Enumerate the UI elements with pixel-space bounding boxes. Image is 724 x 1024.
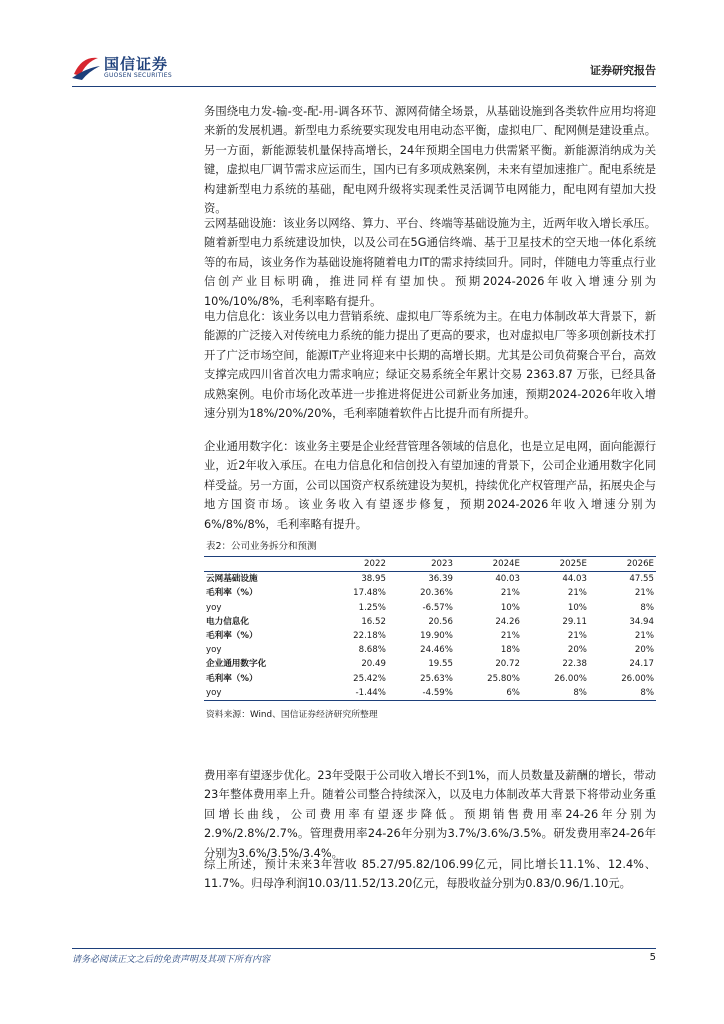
table-cell: 10% xyxy=(567,602,587,613)
table-header-cell: 2026E xyxy=(626,559,654,569)
table-cell: 24.26 xyxy=(495,616,520,627)
table-header-cell: 2024E xyxy=(492,559,520,569)
table-row xyxy=(204,629,656,643)
table-cell: 8% xyxy=(640,602,654,613)
table-cell: 20.72 xyxy=(495,659,520,670)
logo-text-en: GUOSEN SECURITIES xyxy=(104,72,173,79)
table-row xyxy=(204,572,656,587)
table-cell: 8.68% xyxy=(358,645,386,656)
table-cell: -1.44% xyxy=(355,687,386,698)
table-row-label: yoy xyxy=(206,602,222,613)
table-body xyxy=(204,572,656,700)
table-header-cell: 2025E xyxy=(559,559,587,569)
table-cell: 25.80% xyxy=(487,673,520,684)
table-cell: 20.56 xyxy=(428,616,453,627)
table-cell: 24.17 xyxy=(629,659,654,670)
table-cell: 20.49 xyxy=(361,659,386,670)
paragraph-intro: 务围绕电力发-输-变-配-用-调各环节、源网荷储全场景，从基础设施到各类软件应用均将迎来新的发展机遇。新型电力系统要实现发电用电动态平衡，虚拟电厂、配网侧是建设重点。另一方面，新能源装机量保持高增长，24年预期全国电力供需紧平衡。新能源消纳成为关键，虚拟电厂调节需求应运而生，国内已有多项成熟案例，未来有望加速推广。配电系统是构建新型电力系统的基础，配电网升级将实现柔性灵活调节电网能力，配电网有望加大投资。 xyxy=(204,105,656,216)
table-row xyxy=(204,686,656,700)
table-row-label: 毛利率（%） xyxy=(206,631,258,642)
table-cell: 36.39 xyxy=(428,574,453,585)
table-row xyxy=(204,586,656,600)
paragraph-enterprise-digital: 企业通用数字化：该业务主要是企业经营管理各领域的信息化，也是立足电网，面向能源行业，近2年收入承压。在电力信息化和信创投入有望加速的背景下，公司企业通用数字化同样受益。另一方面，公司以国资产权系统建设为契机，持续优化产权管理产品，拓展央企与地方国资市场。该业务收入有望逐步修复，预期2024-2026年收入增速分别为6%/8%/8%，毛利率略有提升。 xyxy=(204,440,656,531)
table-cell: 21% xyxy=(634,631,654,642)
table-cell: 29.11 xyxy=(562,616,587,627)
table-cell: 26.00% xyxy=(621,673,654,684)
report-type-label: 证券研究报告 xyxy=(590,64,656,77)
table-header-cell: 2022 xyxy=(364,559,386,569)
guosen-logo-icon xyxy=(72,54,100,80)
table-cell: 26.00% xyxy=(554,673,587,684)
paragraph-cloud-network: 云网基础设施：该业务以网络、算力、平台、终端等基础设施为主，近两年收入增长承压。随着新型电力系统建设加快，以及公司在5G通信终端、基于卫星技术的空天地一体化系统等的布局，该业务作为基础设施将随着电力IT的需求持续回升。同时，伴随电力等重点行业信创产业目标明确，推进同样有望加快。预期2024-2026年收入增速分别为10%/10%/8%，毛利率略有提升。 xyxy=(204,217,656,308)
table-cell: 1.25% xyxy=(358,602,386,613)
table-cell: 8% xyxy=(640,687,654,698)
page-number: 5 xyxy=(649,952,656,963)
table-cell: 47.55 xyxy=(629,574,654,585)
guosen-logo xyxy=(72,52,212,84)
table-cell: 40.03 xyxy=(495,574,520,585)
table-cell: 21% xyxy=(634,588,654,599)
page-header xyxy=(72,52,656,84)
table-row-label: 云网基础设施 xyxy=(206,574,258,585)
paragraph-summary: 综上所述，预计未来3年营收 85.27/95.82/106.99亿元，同比增长11.1%、12.4%、11.7%。归母净利润10.03/11.52/13.20亿元，每股收益分别为0.83/0.96/1.10元。 xyxy=(204,858,656,891)
table-header-row xyxy=(204,557,656,572)
table-cell: 21% xyxy=(567,588,587,599)
forecast-table-block xyxy=(204,538,656,720)
table-row xyxy=(204,657,656,671)
table-cell: 20% xyxy=(567,645,587,656)
table-row-label: 毛利率（%） xyxy=(206,588,258,599)
table-row xyxy=(204,601,656,615)
header-divider xyxy=(72,86,656,87)
table-row xyxy=(204,643,656,657)
table-cell: 25.63% xyxy=(420,673,453,684)
table-cell: 20.36% xyxy=(420,588,453,599)
paragraph-power-it: 电力信息化：该业务以电力营销系统、虚拟电厂等系统为主。在电力体制改革大背景下，新能源的广泛接入对传统电力系统的能力提出了更高的要求，也对虚拟电厂等多项创新技术打开了广泛市场空间，能源IT产业将迎来中长期的高增长期。尤其是公司负荷聚合平台，高效支撑完成四川省首次电力需求响应；绿证交易系统全年累计交易 2363.87 万张，已经具备成熟案例。电价市场化改革进一步推进将促进公司新业务加速，预期2024-2026年收入增速分别为18%/20%/20%，毛利率随着软件占比提升而有所提升。 xyxy=(204,310,656,421)
table-cell: 22.38 xyxy=(562,659,587,670)
table-cell: 19.55 xyxy=(428,659,453,670)
disclaimer-note: 请务必阅读正文之后的免责声明及其项下所有内容 xyxy=(72,955,271,965)
table-cell: 19.90% xyxy=(420,631,453,642)
table-cell: 10% xyxy=(500,602,520,613)
footer-divider xyxy=(72,948,656,949)
table-header-cell xyxy=(204,557,321,572)
table-cell: 21% xyxy=(500,588,520,599)
table-title: 表2：公司业务拆分和预测 xyxy=(206,541,317,552)
table-row-label: yoy xyxy=(206,687,222,698)
table-cell: 24.46% xyxy=(420,645,453,656)
table-cell: 17.48% xyxy=(353,588,386,599)
table-cell: 6% xyxy=(506,687,520,698)
table-row xyxy=(204,672,656,686)
table-cell: 34.94 xyxy=(629,616,654,627)
table-cell: 8% xyxy=(573,687,587,698)
table-row xyxy=(204,615,656,629)
table-cell: -4.59% xyxy=(422,687,453,698)
table-bottom-rule xyxy=(204,700,656,701)
table-cell: 25.42% xyxy=(353,673,386,684)
table-cell: 44.03 xyxy=(562,574,587,585)
forecast-table xyxy=(204,557,656,700)
table-row-label: 企业通用数字化 xyxy=(206,659,267,670)
table-cell: 20% xyxy=(634,645,654,656)
table-cell: -6.57% xyxy=(422,602,453,613)
table-row-label: 毛利率（%） xyxy=(206,673,258,684)
table-row-label: 电力信息化 xyxy=(206,616,249,627)
table-cell: 38.95 xyxy=(361,574,386,585)
table-row-label: yoy xyxy=(206,645,222,656)
table-header-cell: 2023 xyxy=(431,559,453,569)
table-source: 资料来源：Wind、国信证券经济研究所整理 xyxy=(206,710,378,721)
logo-text-cn: 国信证券 xyxy=(104,55,169,73)
table-cell: 16.52 xyxy=(361,616,386,627)
table-cell: 22.18% xyxy=(353,631,386,642)
table-cell: 18% xyxy=(500,645,520,656)
table-cell: 21% xyxy=(567,631,587,642)
paragraph-expense-ratio: 费用率有望逐步优化。23年受限于公司收入增长不到1%，而人员数量及薪酬的增长，带动23年整体费用率上升。随着公司整合持续深入，以及电力体制改革大背景下将带动业务重回增长曲线，公司费用率有望逐步降低。预期销售费用率24-26年分别为2.9%/2.8%/2.7%。管理费用率24-26年分别为3.7%/3.6%/3.5%。研发费用率24-26年分别为3.6%/3.5%/3.4%。 xyxy=(204,769,656,860)
table-cell: 21% xyxy=(500,631,520,642)
